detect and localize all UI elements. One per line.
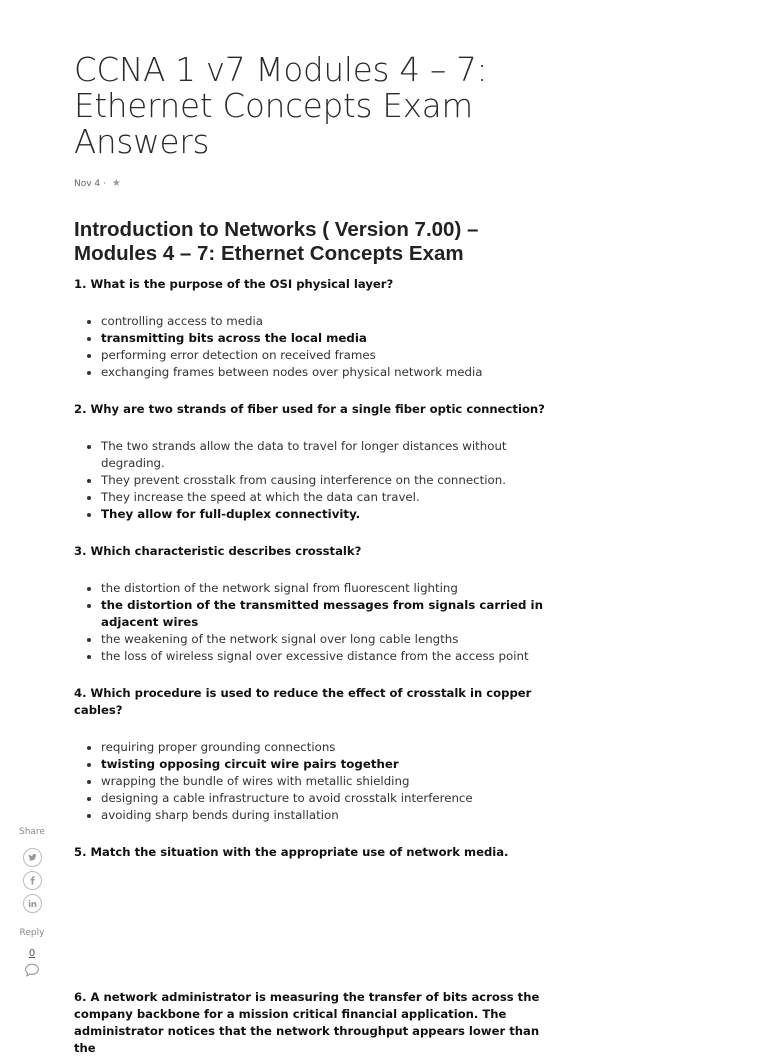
answer-option: avoiding sharp bends during installation [101, 807, 564, 824]
answer-list [74, 438, 564, 523]
post-date: Nov 4 · [74, 178, 106, 189]
article [74, 50, 564, 1057]
answer-option: the loss of wireless signal over excessive distance from the access point [101, 648, 564, 665]
section-heading: Introduction to Networks ( Version 7.00) – Modules 4 – 7: Ethernet Concepts Exam [74, 218, 479, 265]
question-block [74, 543, 564, 675]
answer-option: performing error detection on received frames [101, 347, 564, 364]
correct-answer: the distortion of the transmitted messages from signals carried in adjacent wires [101, 597, 564, 631]
question-list [74, 276, 564, 834]
question-text: 2. Why are two strands of fiber used for a single fiber optic connection? [74, 402, 545, 416]
star-icon[interactable]: ★ [111, 178, 121, 189]
answer-option: exchanging frames between nodes over physical network media [101, 364, 564, 381]
facebook-icon [28, 876, 37, 885]
twitter-icon [28, 853, 37, 862]
share-rail [14, 826, 50, 977]
answer-option: They prevent crosstalk from causing interference on the connection. [101, 472, 564, 489]
answer-option: They increase the speed at which the data can travel. [101, 489, 564, 506]
reply-count[interactable]: 0 [28, 948, 36, 959]
post-meta [74, 178, 564, 189]
answer-option: the distortion of the network signal from fluorescent lighting [101, 580, 564, 597]
comment-icon[interactable] [24, 963, 40, 977]
question-text: 3. Which characteristic describes crosstalk? [74, 544, 362, 558]
linkedin-share-button[interactable] [23, 894, 42, 913]
question-text: 4. Which procedure is used to reduce the effect of crosstalk in copper cables? [74, 686, 532, 717]
correct-answer: transmitting bits across the local media [101, 330, 564, 347]
answer-option: requiring proper grounding connections [101, 739, 564, 756]
spacer [74, 523, 564, 533]
question-6: 6. A network administrator is measuring the transfer of bits across the company backbone for a mission critical financial application. The administrator notices that the network throughput appears lower than the [74, 990, 540, 1055]
answer-option: The two strands allow the data to travel for longer distances without degrading. [101, 438, 564, 472]
answer-option: controlling access to media [101, 313, 564, 330]
share-label: Share [19, 827, 45, 837]
answer-list [74, 739, 564, 824]
linkedin-icon [28, 899, 37, 908]
twitter-share-button[interactable] [23, 848, 42, 867]
question-text: 1. What is the purpose of the OSI physical layer? [74, 277, 394, 291]
spacer [74, 824, 564, 834]
spacer [74, 665, 564, 675]
answer-option: the weakening of the network signal over long cable lengths [101, 631, 564, 648]
question-block [74, 401, 564, 533]
answer-list [74, 580, 564, 665]
question-5: 5. Match the situation with the appropriate use of network media. [74, 845, 509, 859]
spacer [74, 381, 564, 391]
answer-option: designing a cable infrastructure to avoid crosstalk interference [101, 790, 564, 807]
correct-answer: They allow for full-duplex connectivity. [101, 506, 564, 523]
page-title: CCNA 1 v7 Modules 4 – 7: Ethernet Concepts Exam Answers [74, 51, 488, 161]
reply-label[interactable]: Reply [19, 928, 45, 938]
question-block [74, 276, 564, 391]
facebook-share-button[interactable] [23, 871, 42, 890]
correct-answer: twisting opposing circuit wire pairs together [101, 756, 564, 773]
q5-media-placeholder [74, 861, 564, 989]
answer-list [74, 313, 564, 381]
question-block [74, 685, 564, 834]
answer-option: wrapping the bundle of wires with metallic shielding [101, 773, 564, 790]
